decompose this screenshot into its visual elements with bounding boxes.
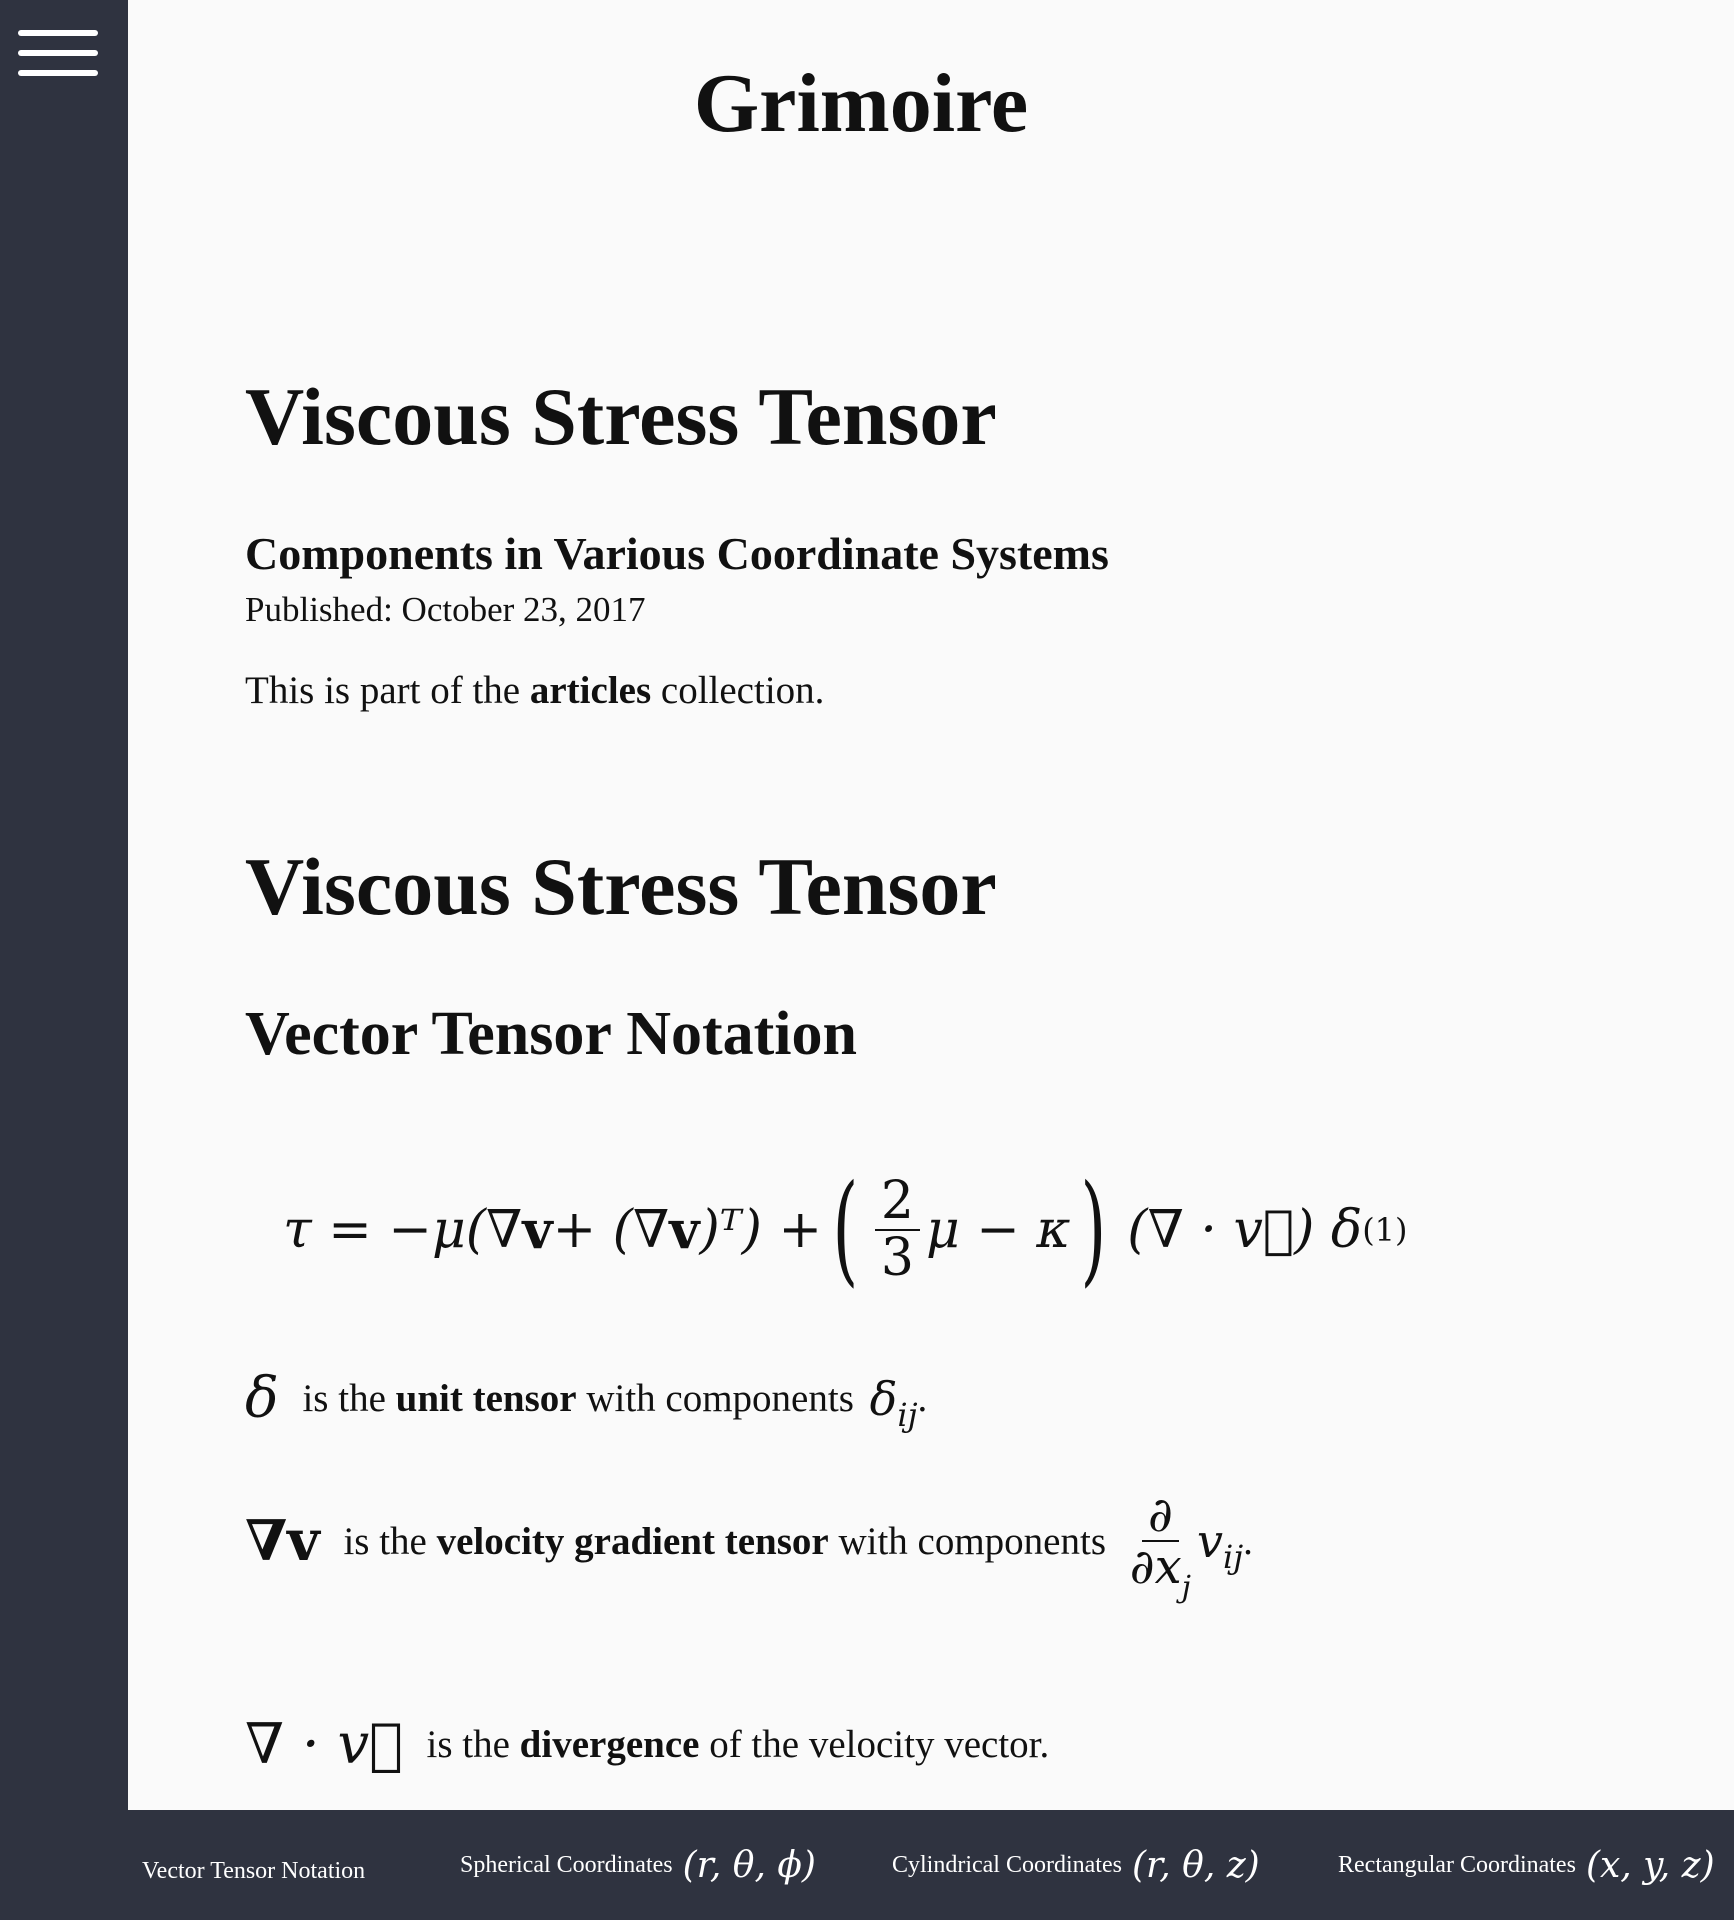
- footer-nav: [128, 1810, 1734, 1920]
- site-title[interactable]: Grimoire: [693, 57, 1029, 150]
- footer-link-spherical[interactable]: Spherical Coordinates (r, θ, ϕ): [460, 1844, 816, 1886]
- definition-divergence: ∇ · v⃗ is the divergence of the velocity vector.: [245, 1712, 1050, 1777]
- menu-icon[interactable]: [18, 30, 98, 80]
- right-paren: ): [1081, 1160, 1107, 1299]
- partial-fraction: $\frac{\partial}{\partial x_j}$: [1129, 1487, 1191, 1606]
- stress-equation: τ = −μ(∇ v + (∇ v )ᵀ) + ( $\frac{2}{3}$ μ − κ ) (∇ · v⃗) δ (1): [283, 1160, 1408, 1299]
- main-content: [128, 0, 1734, 1810]
- article-subtitle: Components in Various Coordinate Systems: [245, 528, 1109, 579]
- definition-unit-tensor: δ is the unit tensor with components δ ij .: [245, 1366, 928, 1434]
- articles-link[interactable]: articles: [529, 669, 652, 712]
- footer-link-cylindrical[interactable]: Cylindrical Coordinates (r, θ, z): [892, 1844, 1260, 1886]
- section-subtitle: Vector Tensor Notation: [245, 1000, 858, 1068]
- left-paren: (: [832, 1160, 859, 1299]
- footer-link-rectangular[interactable]: Rectangular Coordinates (x, y, z): [1338, 1844, 1715, 1886]
- fraction: $\frac{2}{3}$: [875, 1174, 920, 1285]
- published-date: Published: October 23, 2017: [245, 590, 646, 629]
- sidebar: [0, 0, 128, 1920]
- definition-velocity-gradient: ∇v is the velocity gradient tensor with components $\frac{\partial}{\partial x_j}$ v ij .: [245, 1487, 1253, 1606]
- section-title: Viscous Stress Tensor: [245, 841, 997, 932]
- article-title: Viscous Stress Tensor: [245, 371, 997, 462]
- footer-link-vector-tensor[interactable]: Vector Tensor Notation: [142, 1858, 366, 1884]
- collection-note: This is part of the articles collection.: [245, 669, 825, 712]
